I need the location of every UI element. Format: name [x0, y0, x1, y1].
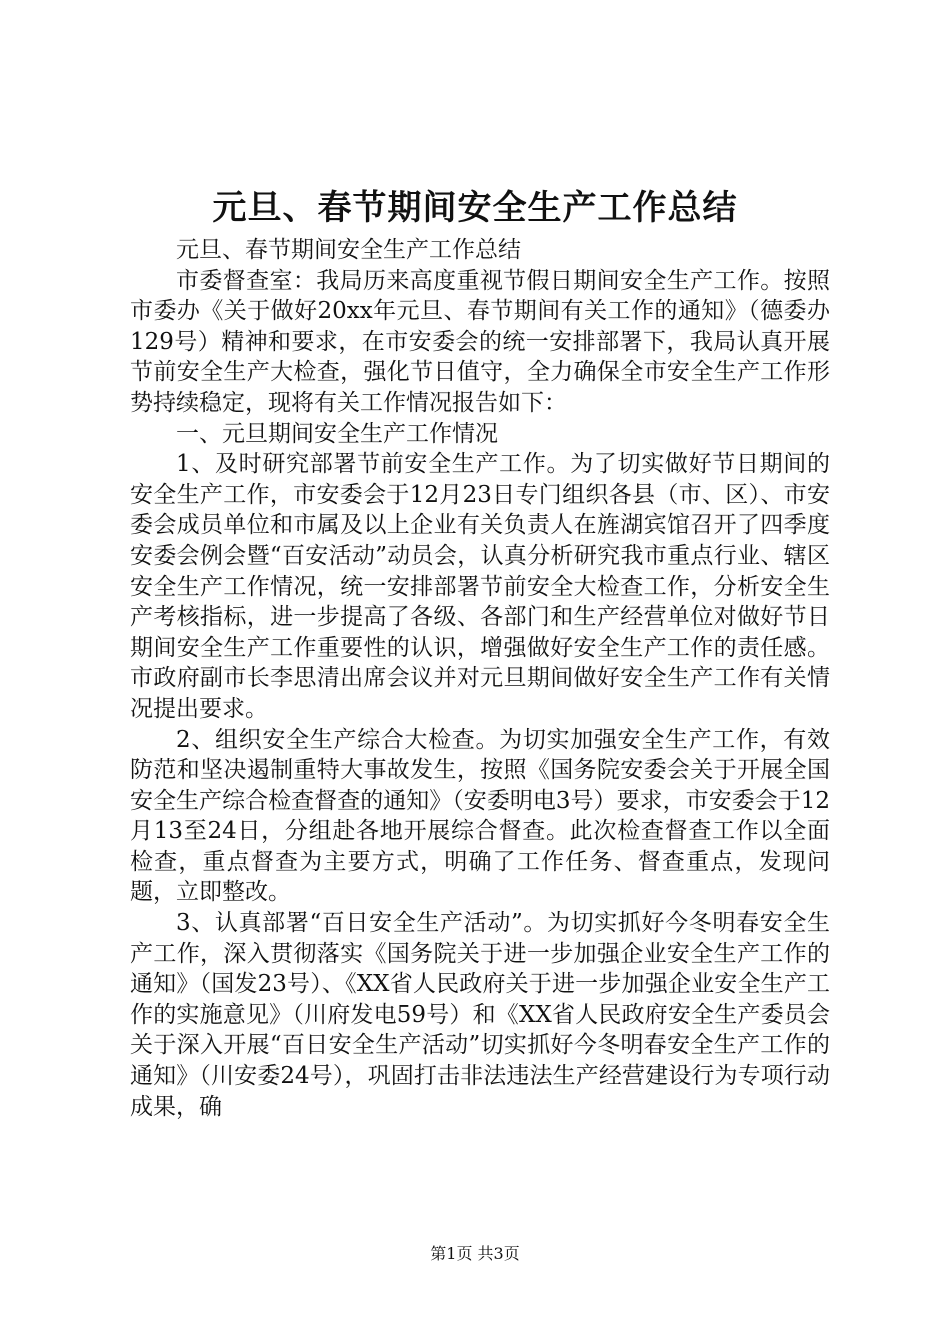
subtitle-paragraph: 元旦、春节期间安全生产工作总结 — [176, 237, 521, 263]
intro-paragraph: 市委督查室：我局历来高度重视节假日期间安全生产工作。按照市委办《关于做好20xx年元旦、春节期间有关工作的通知》（德委办129号）精神和要求，在市安委会的统一安排部署下，我局认真开展节前安全生产大检查，强化节日值守，全力确保全市安全生产工作形势持续稳定，现将有关工作情况报告如下： — [130, 267, 830, 416]
document-body — [130, 235, 830, 1122]
body-paragraph: 1、及时研究部署节前安全生产工作。为了切实做好节日期间的安全生产工作，市安委会于12月23日专门组织各县（市、区）、市安委会成员单位和市属及以上企业有关负责人在旌湖宾馆召开了四季度安委会例会暨“百安活动”动员会，认真分析研究我市重点行业、辖区安全生产工作情况，统一安排部署节前安全大检查工作，分析安全生产考核指标，进一步提高了各级、各部门和生产经营单位对做好节日期间安全生产工作重要性的认识，增强做好安全生产工作的责任感。市政府副市长李思清出席会议并对元旦期间做好安全生产工作有关情况提出要求。 — [130, 451, 830, 722]
section-heading: 一、元旦期间安全生产工作情况 — [176, 420, 498, 447]
body-paragraph: 2、组织安全生产综合大检查。为切实加强安全生产工作，有效防范和坚决遏制重特大事故发生，按照《国务院安委会关于开展全国安全生产综合检查督查的通知》（安委明电3号）要求，市安委会于12月13至24日，分组赴各地开展综合督查。此次检查督查工作以全面检查，重点督查为主要方式，明确了工作任务、督查重点，发现问题，立即整改。 — [130, 726, 830, 906]
document-title: 元旦、春节期间安全生产工作总结 — [212, 188, 738, 228]
page-footer: 第1页 共3页 — [430, 1244, 520, 1263]
body-paragraph: 3、认真部署“百日安全生产活动”。为切实抓好今冬明春安全生产工作，深入贯彻落实《国务院关于进一步加强企业安全生产工作的通知》（国发23号）、《XX省人民政府关于进一步加强企业安全生产工作的实施意见》（川府发电59号）和《XX省人民政府安全生产委员会关于深入开展“百日安全生产活动”切实抓好今冬明春安全生产工作的通知》（川安委24号），巩固打击非法违法生产经营建设行为专项行动成果，确 — [130, 910, 830, 1120]
